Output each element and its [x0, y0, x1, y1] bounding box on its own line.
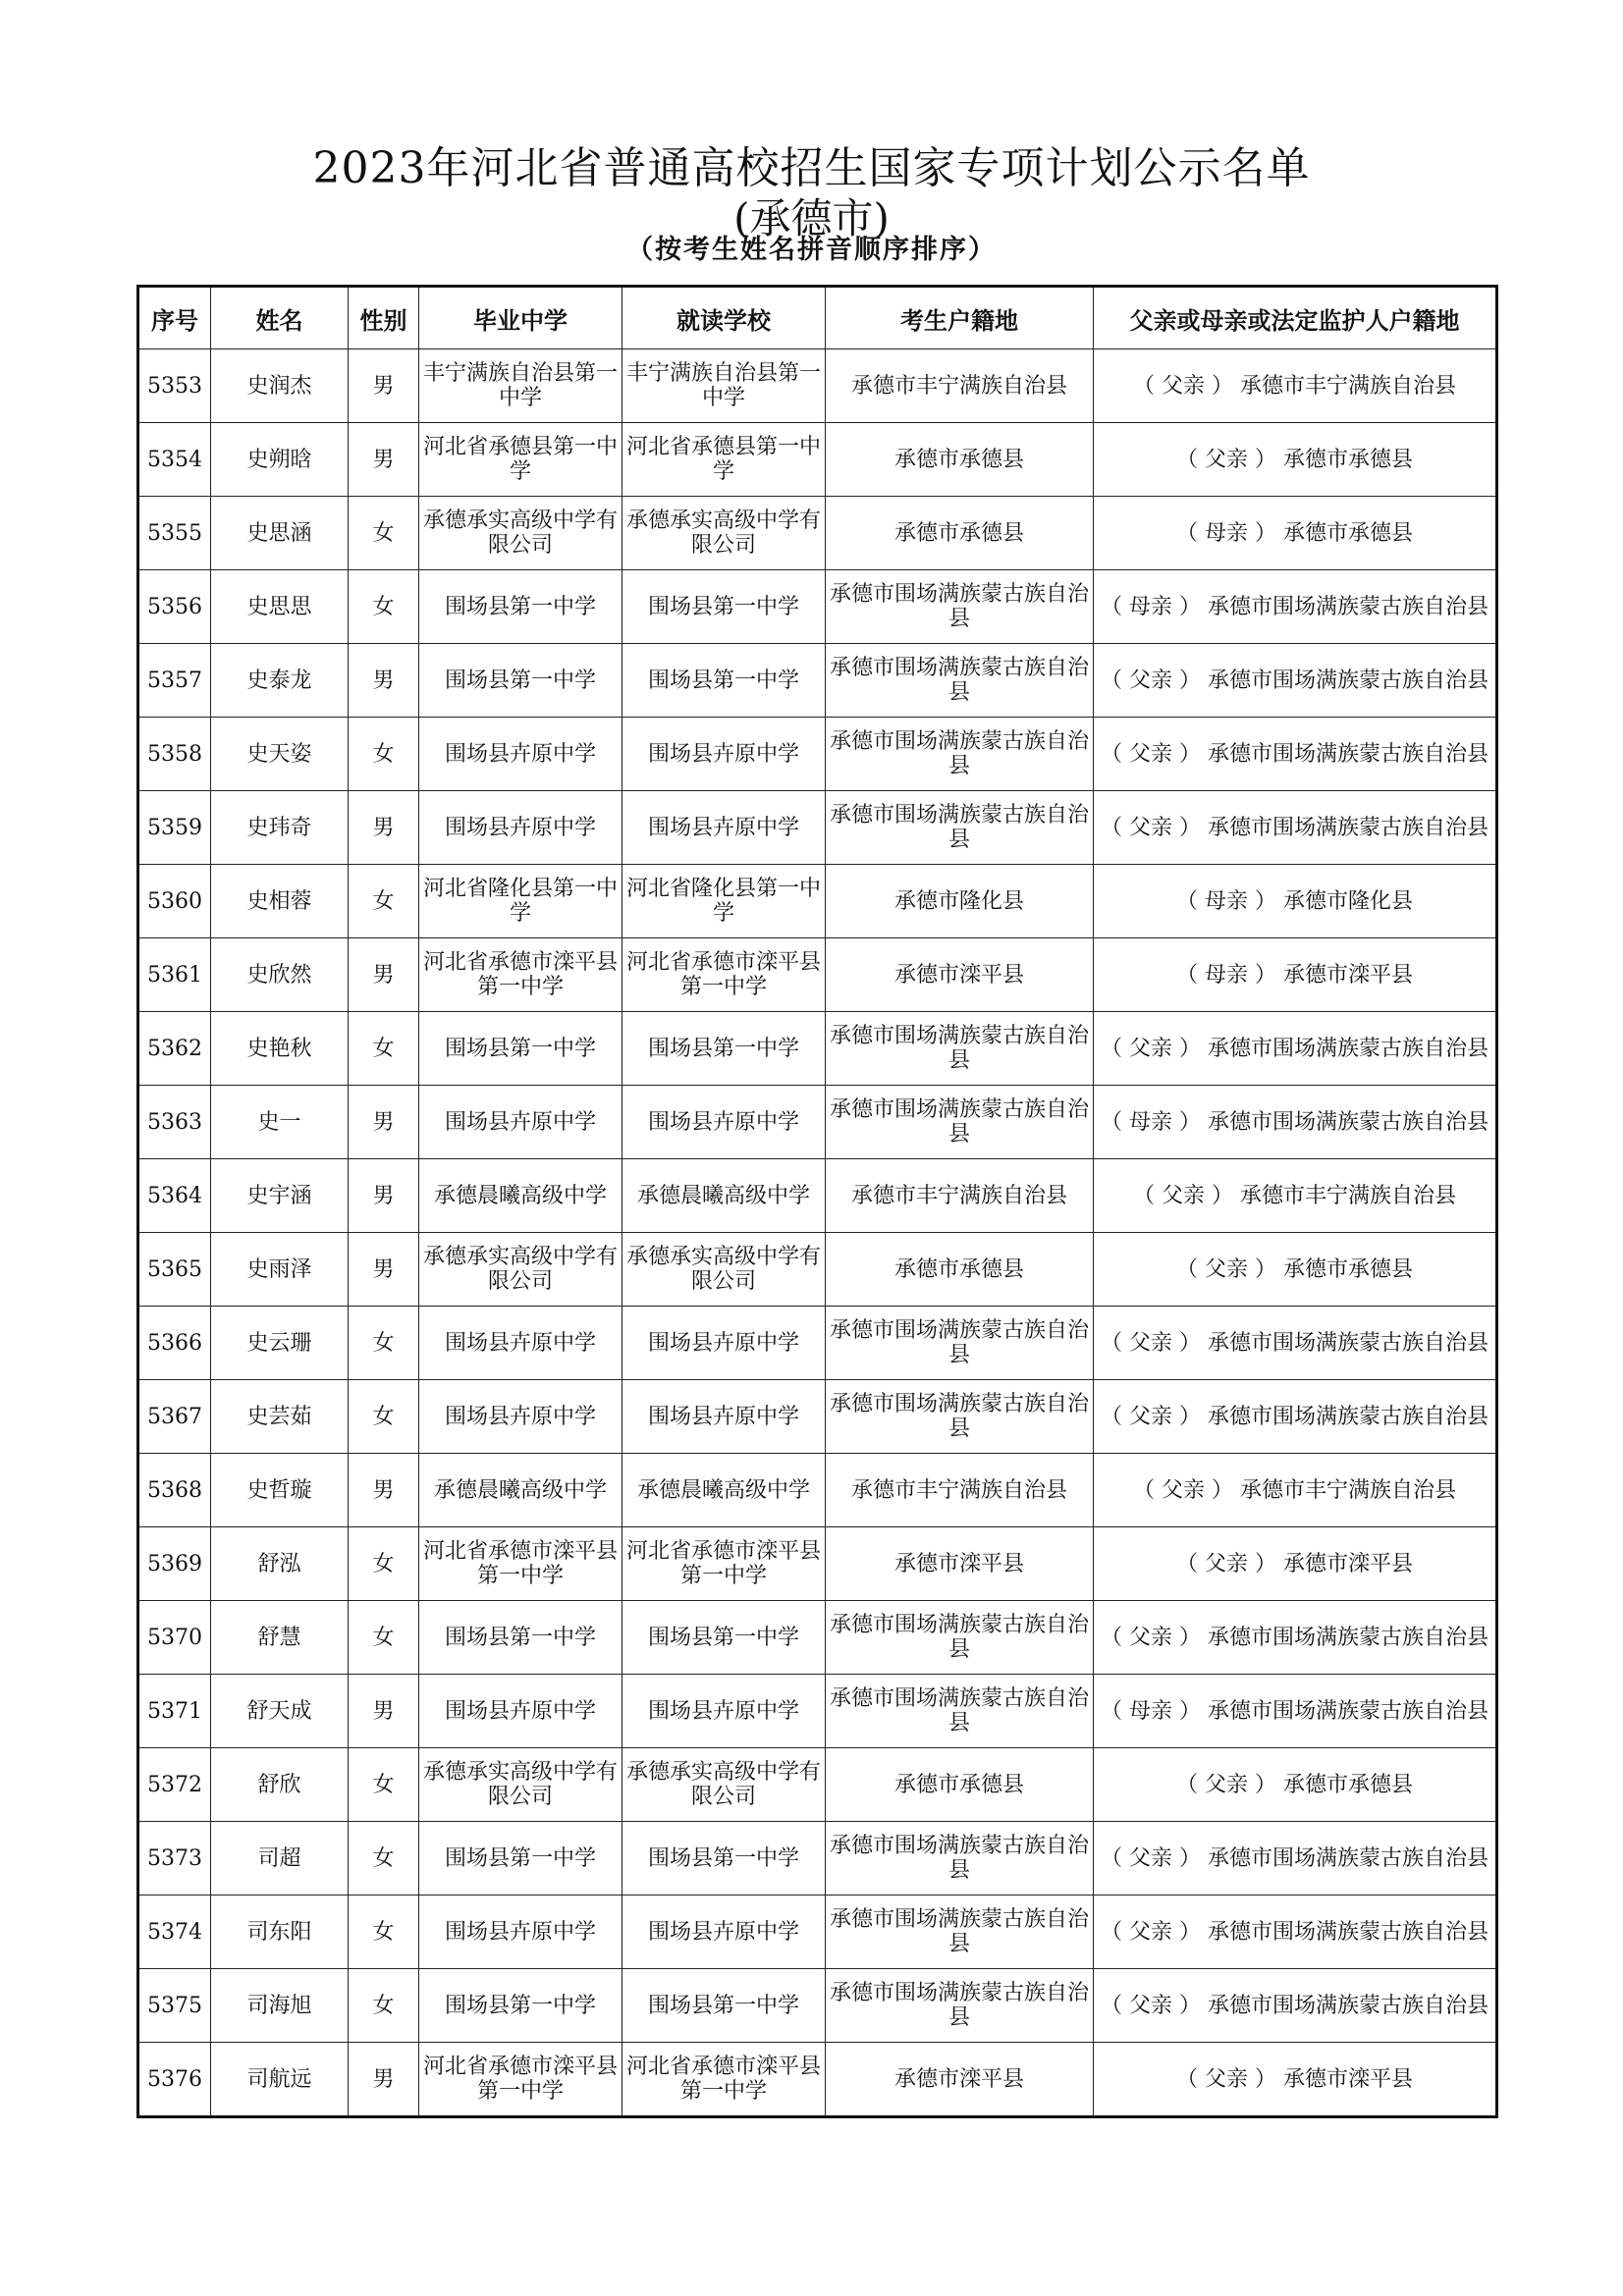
cell-sex: 女	[349, 1527, 419, 1601]
cell-no: 5375	[138, 1969, 211, 2043]
cell-study-school: 河北省承德县第一中学	[622, 423, 826, 497]
table-row	[138, 1896, 1497, 1969]
cell-parent-hukou: （ 母亲 ） 承德市隆化县	[1094, 865, 1497, 938]
cell-hukou: 承德市围场满族蒙古族自治县	[826, 1012, 1094, 1086]
cell-hukou: 承德市丰宁满族自治县	[826, 1159, 1094, 1233]
cell-name: 史润杰	[211, 349, 349, 423]
cell-parent-hukou: （ 父亲 ） 承德市丰宁满族自治县	[1094, 349, 1497, 423]
table-row	[138, 1159, 1497, 1233]
cell-grad-school: 围场县第一中学	[419, 1012, 622, 1086]
cell-parent-hukou: （ 父亲 ） 承德市承德县	[1094, 1748, 1497, 1822]
cell-sex: 男	[349, 1454, 419, 1527]
cell-no: 5369	[138, 1527, 211, 1601]
cell-parent-hukou: （ 母亲 ） 承德市围场满族蒙古族自治县	[1094, 1086, 1497, 1159]
table-row	[138, 1675, 1497, 1748]
cell-no: 5368	[138, 1454, 211, 1527]
table-row	[138, 349, 1497, 423]
table-row	[138, 644, 1497, 718]
cell-hukou: 承德市围场满族蒙古族自治县	[826, 644, 1094, 718]
cell-no: 5355	[138, 497, 211, 570]
cell-parent-hukou: （ 父亲 ） 承德市承德县	[1094, 1233, 1497, 1307]
cell-parent-hukou: （ 父亲 ） 承德市围场满族蒙古族自治县	[1094, 1969, 1497, 2043]
cell-grad-school: 河北省承德市滦平县第一中学	[419, 938, 622, 1012]
cell-name: 史云珊	[211, 1307, 349, 1380]
cell-name: 史天姿	[211, 718, 349, 791]
cell-no: 5362	[138, 1012, 211, 1086]
cell-sex: 女	[349, 1601, 419, 1675]
table-row	[138, 1380, 1497, 1454]
cell-name: 史思涵	[211, 497, 349, 570]
cell-parent-hukou: （ 父亲 ） 承德市围场满族蒙古族自治县	[1094, 1601, 1497, 1675]
cell-study-school: 承德承实高级中学有限公司	[622, 1748, 826, 1822]
cell-parent-hukou: （ 父亲 ） 承德市围场满族蒙古族自治县	[1094, 791, 1497, 865]
table-body	[138, 349, 1497, 2117]
cell-name: 舒泓	[211, 1527, 349, 1601]
cell-study-school: 围场县第一中学	[622, 570, 826, 644]
cell-parent-hukou: （ 母亲 ） 承德市围场满族蒙古族自治县	[1094, 570, 1497, 644]
cell-grad-school: 围场县第一中学	[419, 644, 622, 718]
cell-name: 史欣然	[211, 938, 349, 1012]
table-row	[138, 1012, 1497, 1086]
cell-parent-hukou: （ 父亲 ） 承德市滦平县	[1094, 2043, 1497, 2117]
cell-sex: 男	[349, 1233, 419, 1307]
cell-grad-school: 围场县卉原中学	[419, 791, 622, 865]
cell-study-school: 围场县第一中学	[622, 1601, 826, 1675]
cell-name: 舒欣	[211, 1748, 349, 1822]
cell-no: 5359	[138, 791, 211, 865]
cell-parent-hukou: （ 母亲 ） 承德市滦平县	[1094, 938, 1497, 1012]
cell-name: 史泰龙	[211, 644, 349, 718]
cell-name: 司航远	[211, 2043, 349, 2117]
cell-no: 5373	[138, 1822, 211, 1896]
cell-sex: 男	[349, 349, 419, 423]
cell-grad-school: 河北省承德市滦平县第一中学	[419, 2043, 622, 2117]
cell-grad-school: 围场县第一中学	[419, 1601, 622, 1675]
cell-study-school: 围场县第一中学	[622, 1822, 826, 1896]
cell-no: 5354	[138, 423, 211, 497]
cell-name: 史朔晗	[211, 423, 349, 497]
table-row	[138, 1969, 1497, 2043]
cell-parent-hukou: （ 父亲 ） 承德市丰宁满族自治县	[1094, 1454, 1497, 1527]
cell-sex: 女	[349, 1896, 419, 1969]
cell-sex: 女	[349, 1969, 419, 2043]
cell-sex: 女	[349, 1380, 419, 1454]
cell-parent-hukou: （ 父亲 ） 承德市围场满族蒙古族自治县	[1094, 1307, 1497, 1380]
table-header-row	[138, 287, 1497, 349]
cell-name: 史宇涵	[211, 1159, 349, 1233]
cell-hukou: 承德市围场满族蒙古族自治县	[826, 570, 1094, 644]
table-row	[138, 1233, 1497, 1307]
cell-study-school: 承德晨曦高级中学	[622, 1454, 826, 1527]
cell-name: 舒天成	[211, 1675, 349, 1748]
header-hukou: 考生户籍地	[826, 287, 1094, 349]
cell-parent-hukou: （ 父亲 ） 承德市围场满族蒙古族自治县	[1094, 644, 1497, 718]
cell-parent-hukou: （ 父亲 ） 承德市围场满族蒙古族自治县	[1094, 1822, 1497, 1896]
table-row	[138, 1527, 1497, 1601]
cell-grad-school: 围场县第一中学	[419, 570, 622, 644]
cell-hukou: 承德市围场满族蒙古族自治县	[826, 1675, 1094, 1748]
cell-parent-hukou: （ 父亲 ） 承德市围场满族蒙古族自治县	[1094, 1012, 1497, 1086]
cell-grad-school: 承德晨曦高级中学	[419, 1454, 622, 1527]
cell-study-school: 围场县第一中学	[622, 1012, 826, 1086]
cell-no: 5371	[138, 1675, 211, 1748]
cell-name: 司超	[211, 1822, 349, 1896]
cell-grad-school: 承德晨曦高级中学	[419, 1159, 622, 1233]
cell-grad-school: 承德承实高级中学有限公司	[419, 497, 622, 570]
table-row	[138, 718, 1497, 791]
cell-sex: 男	[349, 1675, 419, 1748]
table-row	[138, 1454, 1497, 1527]
cell-name: 史哲璇	[211, 1454, 349, 1527]
table-row	[138, 1086, 1497, 1159]
cell-grad-school: 围场县卉原中学	[419, 1896, 622, 1969]
cell-study-school: 围场县卉原中学	[622, 791, 826, 865]
cell-grad-school: 河北省承德县第一中学	[419, 423, 622, 497]
header-sex: 性别	[349, 287, 419, 349]
cell-grad-school: 河北省隆化县第一中学	[419, 865, 622, 938]
cell-hukou: 承德市承德县	[826, 497, 1094, 570]
cell-hukou: 承德市承德县	[826, 1233, 1094, 1307]
table-row	[138, 865, 1497, 938]
cell-study-school: 河北省承德市滦平县第一中学	[622, 2043, 826, 2117]
cell-grad-school: 承德承实高级中学有限公司	[419, 1233, 622, 1307]
header-study-school: 就读学校	[622, 287, 826, 349]
cell-parent-hukou: （ 父亲 ） 承德市围场满族蒙古族自治县	[1094, 1380, 1497, 1454]
cell-sex: 女	[349, 1748, 419, 1822]
document-city: (承德市)	[733, 194, 890, 242]
cell-name: 舒慧	[211, 1601, 349, 1675]
cell-study-school: 围场县卉原中学	[622, 1307, 826, 1380]
cell-sex: 女	[349, 718, 419, 791]
document-title: 2023年河北省普通高校招生国家专项计划公示名单	[312, 143, 1311, 193]
cell-study-school: 围场县卉原中学	[622, 1086, 826, 1159]
cell-grad-school: 围场县第一中学	[419, 1969, 622, 2043]
cell-name: 史雨泽	[211, 1233, 349, 1307]
cell-no: 5353	[138, 349, 211, 423]
cell-no: 5365	[138, 1233, 211, 1307]
cell-parent-hukou: （ 父亲 ） 承德市承德县	[1094, 423, 1497, 497]
cell-hukou: 承德市围场满族蒙古族自治县	[826, 1086, 1094, 1159]
cell-sex: 女	[349, 1307, 419, 1380]
table-row	[138, 570, 1497, 644]
roster-table	[136, 285, 1498, 2118]
table-row	[138, 1307, 1497, 1380]
cell-no: 5372	[138, 1748, 211, 1822]
cell-sex: 女	[349, 497, 419, 570]
cell-name: 司东阳	[211, 1896, 349, 1969]
cell-study-school: 围场县第一中学	[622, 644, 826, 718]
cell-sex: 女	[349, 570, 419, 644]
cell-sex: 男	[349, 423, 419, 497]
cell-parent-hukou: （ 母亲 ） 承德市承德县	[1094, 497, 1497, 570]
cell-hukou: 承德市隆化县	[826, 865, 1094, 938]
cell-no: 5360	[138, 865, 211, 938]
cell-grad-school: 围场县卉原中学	[419, 1086, 622, 1159]
cell-hukou: 承德市承德县	[826, 1748, 1094, 1822]
cell-sex: 男	[349, 1159, 419, 1233]
cell-sex: 男	[349, 938, 419, 1012]
cell-study-school: 围场县卉原中学	[622, 718, 826, 791]
cell-name: 史相蓉	[211, 865, 349, 938]
cell-no: 5367	[138, 1380, 211, 1454]
cell-hukou: 承德市滦平县	[826, 938, 1094, 1012]
cell-grad-school: 承德承实高级中学有限公司	[419, 1748, 622, 1822]
cell-grad-school: 河北省承德市滦平县第一中学	[419, 1527, 622, 1601]
cell-parent-hukou: （ 父亲 ） 承德市滦平县	[1094, 1527, 1497, 1601]
cell-study-school: 丰宁满族自治县第一中学	[622, 349, 826, 423]
cell-parent-hukou: （ 父亲 ） 承德市丰宁满族自治县	[1094, 1159, 1497, 1233]
cell-name: 史玮奇	[211, 791, 349, 865]
cell-hukou: 承德市围场满族蒙古族自治县	[826, 1307, 1094, 1380]
table-row	[138, 423, 1497, 497]
cell-no: 5361	[138, 938, 211, 1012]
cell-study-school: 围场县第一中学	[622, 1969, 826, 2043]
cell-sex: 女	[349, 1012, 419, 1086]
cell-grad-school: 丰宁满族自治县第一中学	[419, 349, 622, 423]
cell-hukou: 承德市围场满族蒙古族自治县	[826, 791, 1094, 865]
cell-sex: 男	[349, 644, 419, 718]
table-row	[138, 791, 1497, 865]
cell-parent-hukou: （ 父亲 ） 承德市围场满族蒙古族自治县	[1094, 718, 1497, 791]
cell-no: 5363	[138, 1086, 211, 1159]
header-name: 姓名	[211, 287, 349, 349]
cell-hukou: 承德市围场满族蒙古族自治县	[826, 1969, 1094, 2043]
cell-hukou: 承德市滦平县	[826, 2043, 1094, 2117]
cell-name: 史艳秋	[211, 1012, 349, 1086]
cell-study-school: 河北省隆化县第一中学	[622, 865, 826, 938]
table-row	[138, 1748, 1497, 1822]
cell-hukou: 承德市承德县	[826, 423, 1094, 497]
cell-no: 5356	[138, 570, 211, 644]
cell-grad-school: 围场县卉原中学	[419, 1675, 622, 1748]
table-row	[138, 938, 1497, 1012]
cell-no: 5376	[138, 2043, 211, 2117]
cell-hukou: 承德市围场满族蒙古族自治县	[826, 1822, 1094, 1896]
cell-sex: 男	[349, 791, 419, 865]
cell-grad-school: 围场县卉原中学	[419, 718, 622, 791]
table-row	[138, 1822, 1497, 1896]
header-no: 序号	[138, 287, 211, 349]
cell-grad-school: 围场县卉原中学	[419, 1307, 622, 1380]
cell-study-school: 河北省承德市滦平县第一中学	[622, 938, 826, 1012]
cell-name: 史芸茹	[211, 1380, 349, 1454]
cell-sex: 女	[349, 1822, 419, 1896]
cell-no: 5364	[138, 1159, 211, 1233]
cell-name: 史一	[211, 1086, 349, 1159]
cell-no: 5374	[138, 1896, 211, 1969]
table-row	[138, 1601, 1497, 1675]
cell-parent-hukou: （ 父亲 ） 承德市围场满族蒙古族自治县	[1094, 1896, 1497, 1969]
cell-sex: 女	[349, 865, 419, 938]
cell-no: 5358	[138, 718, 211, 791]
cell-hukou: 承德市围场满族蒙古族自治县	[826, 1380, 1094, 1454]
cell-hukou: 承德市丰宁满族自治县	[826, 1454, 1094, 1527]
cell-study-school: 承德承实高级中学有限公司	[622, 1233, 826, 1307]
cell-study-school: 围场县卉原中学	[622, 1896, 826, 1969]
cell-hukou: 承德市围场满族蒙古族自治县	[826, 718, 1094, 791]
cell-grad-school: 围场县卉原中学	[419, 1380, 622, 1454]
cell-sex: 男	[349, 1086, 419, 1159]
cell-parent-hukou: （ 母亲 ） 承德市围场满族蒙古族自治县	[1094, 1675, 1497, 1748]
cell-no: 5370	[138, 1601, 211, 1675]
header-parent-hukou: 父亲或母亲或法定监护人户籍地	[1094, 287, 1497, 349]
cell-study-school: 围场县卉原中学	[622, 1675, 826, 1748]
cell-study-school: 承德晨曦高级中学	[622, 1159, 826, 1233]
cell-no: 5366	[138, 1307, 211, 1380]
document-sort-note: （按考生姓名拼音顺序排序）	[626, 235, 997, 265]
table-row	[138, 2043, 1497, 2117]
cell-name: 司海旭	[211, 1969, 349, 2043]
cell-study-school: 围场县卉原中学	[622, 1380, 826, 1454]
cell-hukou: 承德市围场满族蒙古族自治县	[826, 1601, 1094, 1675]
table-row	[138, 497, 1497, 570]
cell-grad-school: 围场县第一中学	[419, 1822, 622, 1896]
cell-hukou: 承德市滦平县	[826, 1527, 1094, 1601]
cell-study-school: 承德承实高级中学有限公司	[622, 497, 826, 570]
cell-name: 史思思	[211, 570, 349, 644]
cell-study-school: 河北省承德市滦平县第一中学	[622, 1527, 826, 1601]
cell-hukou: 承德市围场满族蒙古族自治县	[826, 1896, 1094, 1969]
cell-sex: 男	[349, 2043, 419, 2117]
cell-hukou: 承德市丰宁满族自治县	[826, 349, 1094, 423]
cell-no: 5357	[138, 644, 211, 718]
header-grad-school: 毕业中学	[419, 287, 622, 349]
